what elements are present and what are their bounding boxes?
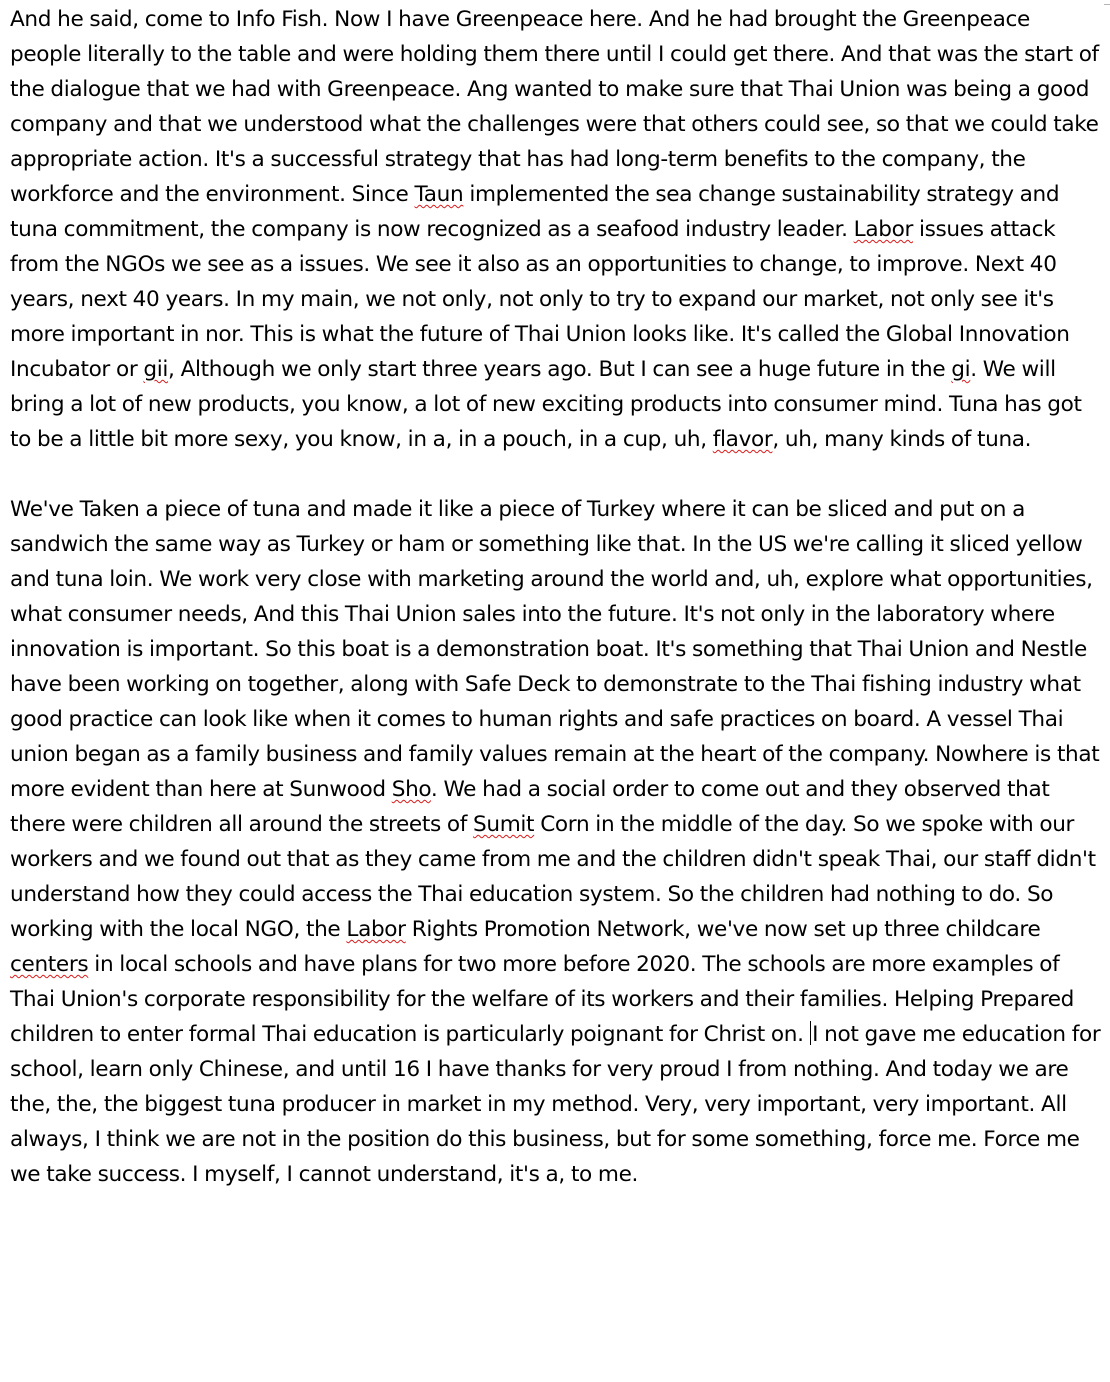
text-run: , uh, many kinds of tuna.	[772, 427, 1032, 452]
text-run: implemented the sea change sustainability strategy and tuna commitment, the company is now recognized as a seafood industry leader.	[10, 182, 1060, 242]
text-cursor	[810, 1021, 812, 1045]
paragraph[interactable]	[10, 492, 1104, 1192]
misspelled-word[interactable]: Sho	[391, 777, 431, 802]
text-run: We've Taken a piece of tuna and made it like a piece of Turkey where it can be sliced and put on a sandwich the same way as Turkey or ham or something like that. In the US we're calling it sliced yellow and tuna loin. We work very close with marketing around the world and, uh, explore what opportunities, what consumer needs, And this Thai Union sales into the future. It's not only in the laboratory where innovation is important. So this boat is a demonstration boat. It's something that Thai Union and Nestle have been working on together, along with Safe Deck to demonstrate to the Thai fishing industry what good practice can look like when it comes to human rights and safe practices on board. A vessel Thai union began as a family business and family values remain at the heart of the company. Nowhere is that more evident than here at Sunwood	[10, 497, 1100, 802]
scroll-edge-marker	[1104, 4, 1110, 5]
misspelled-word[interactable]: Taun	[414, 182, 464, 207]
text-run: issues attack from the NGOs we see as a issues. We see it also as an opportunities to change, to improve. Next 40 years, next 40 years. In my main, we not only, not only to try to expand our market, not only see it's more important in nor. This is what the future of Thai Union looks like. It's called the Global Innovation Incubator or	[10, 217, 1070, 382]
misspelled-word[interactable]: flavor	[712, 427, 773, 452]
misspelled-word[interactable]: gi	[951, 357, 971, 382]
text-run: . We had a social order to come out and they observed that there were children all around the streets of	[10, 777, 1050, 837]
text-run: Corn in the middle of the day. So we spoke with our workers and we found out that as they came from me and the children didn't speak Thai, our staff didn't understand how they could access the Thai education system. So the children had nothing to do. So working with the local NGO, the	[10, 812, 1096, 942]
text-run: And he said, come to Info Fish. Now I have Greenpeace here. And he had brought the Greenpeace people literally to the table and were holding them there until I could get there. And that was the start of the dialogue that we had with Greenpeace. Ang wanted to make sure that Thai Union was being a good company and that we understood what the challenges were that others could see, so that we could take appropriate action. It's a successful strategy that has had long-term benefits to the company, the workforce and the environment. Since	[10, 7, 1099, 207]
misspelled-word[interactable]: gii	[143, 357, 169, 382]
document-body[interactable]	[10, 2, 1104, 1192]
misspelled-word[interactable]: Labor	[853, 217, 913, 242]
misspelled-word[interactable]: centers	[10, 952, 89, 977]
paragraph[interactable]	[10, 2, 1104, 457]
text-run: I not gave me education for school, learn only Chinese, and until 16 I have thanks for very proud I from nothing. And today we are the, the, the biggest tuna producer in market in my method. Very, very important, very important. All always, I think we are not in the position do this business, but for some something, force me. Force me we take success. I myself, I cannot understand, it's a, to me.	[10, 1022, 1101, 1187]
text-run: . We will bring a lot of new products, you know, a lot of new exciting products into consumer mind. Tuna has got to be a little bit more sexy, you know, in a, in a pouch, in a cup, uh,	[10, 357, 1082, 452]
text-run: , Although we only start three years ago. But I can see a huge future in the	[168, 357, 952, 382]
text-run: in local schools and have plans for two more before 2020. The schools are more examples of Thai Union's corporate responsibility for the welfare of its workers and their families. Helping Prepared children to enter formal Thai education is particularly poignant for Christ on.	[10, 952, 1075, 1047]
misspelled-word[interactable]: Sumit	[473, 812, 535, 837]
text-run: Rights Promotion Network, we've now set up three childcare	[405, 917, 1041, 942]
misspelled-word[interactable]: Labor	[346, 917, 406, 942]
